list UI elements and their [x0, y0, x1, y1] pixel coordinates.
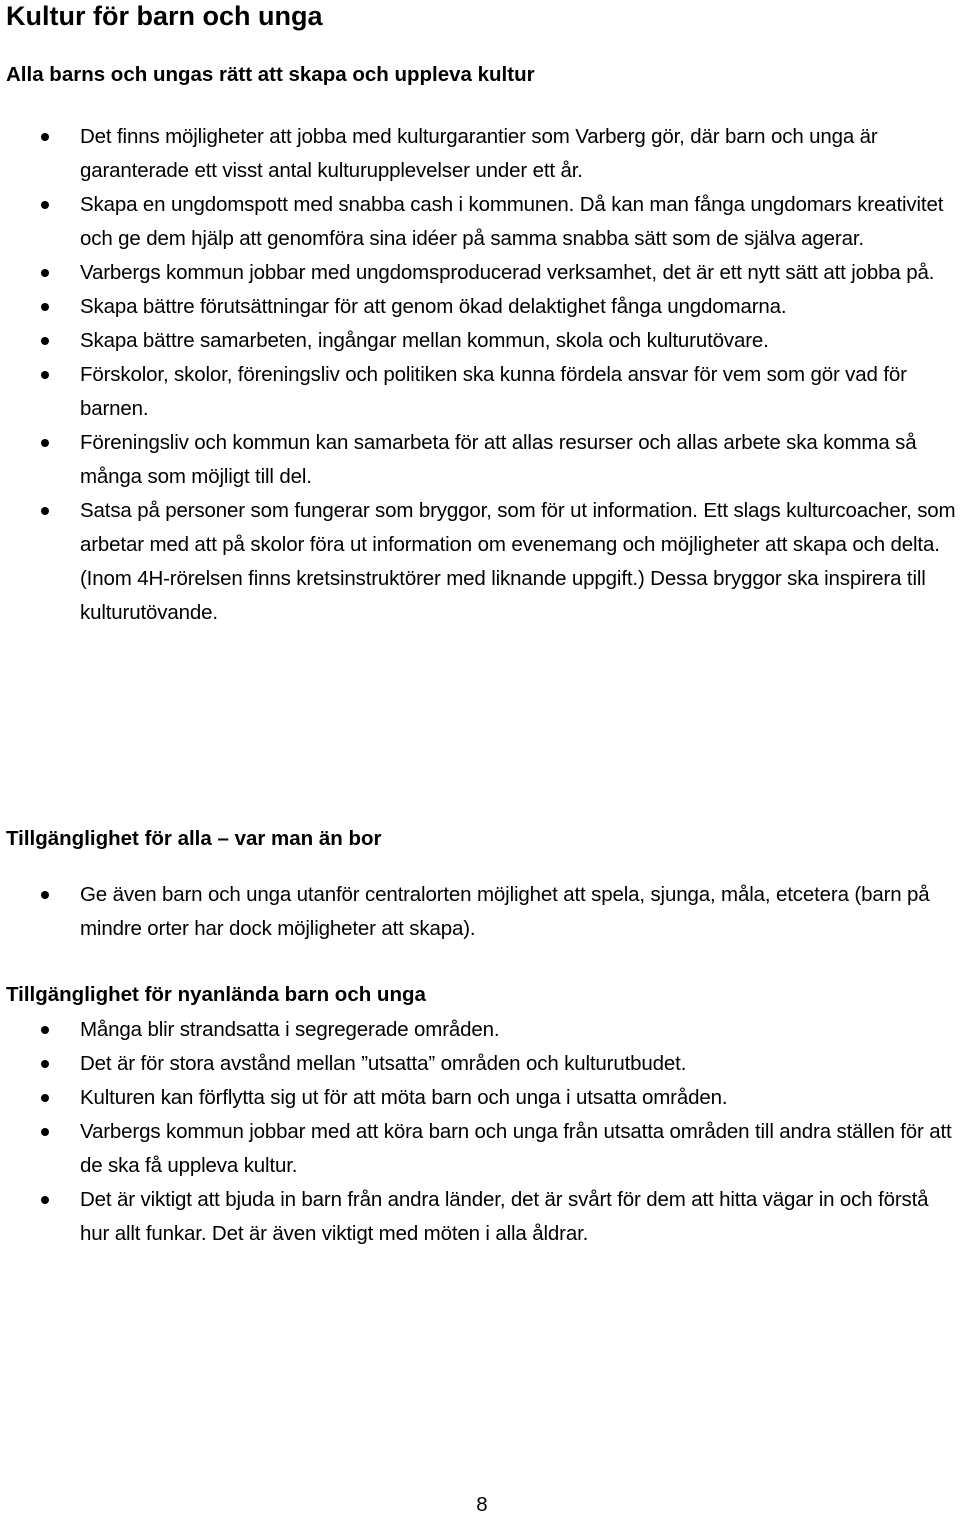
list-item-text: Föreningsliv och kommun kan samarbeta för att allas resurser och allas arbete ska komma så många som möjligt till del.	[80, 431, 917, 488]
bullet-list-accessibility	[0, 878, 960, 946]
list-item-text: Det finns möjligheter att jobba med kulturgarantier som Varberg gör, där barn och unga är garanterade ett visst antal kulturupplevelser under ett år.	[80, 125, 878, 182]
list-item	[0, 120, 960, 188]
bullet-icon	[41, 1196, 49, 1204]
list-item-text: Kulturen kan förflytta sig ut för att möta barn och unga i utsatta områden.	[80, 1086, 728, 1109]
list-item	[0, 324, 960, 358]
list-item	[0, 358, 960, 426]
bullet-list-newcomers	[0, 1013, 960, 1251]
bullet-icon	[41, 1026, 49, 1034]
list-item-text: Satsa på personer som fungerar som bryggor, som för ut information. Ett slags kulturcoacher, som arbetar med att på skolor föra ut information om evenemang och möjligheter att skapa och delta. (Inom 4H-rörelsen finns kretsinstruktörer med liknande uppgift.) Dessa bryggor ska inspirera till kulturutövande.	[80, 499, 956, 624]
list-item	[0, 1013, 960, 1047]
list-item	[0, 1115, 960, 1183]
list-item	[0, 426, 960, 494]
bullet-icon	[41, 1094, 49, 1102]
list-item	[0, 494, 960, 630]
bullet-icon	[41, 337, 49, 345]
list-item	[0, 290, 960, 324]
bullet-icon	[41, 269, 49, 277]
bullet-icon	[41, 1060, 49, 1068]
list-item-text: Ge även barn och unga utanför centralorten möjlighet att spela, sjunga, måla, etcetera (barn på mindre orter har dock möjligheter att skapa).	[80, 883, 930, 940]
section-heading-rights: Alla barns och ungas rätt att skapa och uppleva kultur	[6, 63, 535, 86]
bullet-icon	[41, 891, 49, 899]
section-heading-accessibility: Tillgänglighet för alla – var man än bor	[6, 827, 382, 850]
page-number: 8	[476, 1493, 488, 1516]
bullet-icon	[41, 507, 49, 515]
page-title: Kultur för barn och unga	[6, 1, 323, 31]
list-item-text: Det är för stora avstånd mellan ”utsatta” områden och kulturutbudet.	[80, 1052, 687, 1075]
list-item	[0, 1081, 960, 1115]
list-item-text: Det är viktigt att bjuda in barn från andra länder, det är svårt för dem att hitta vägar in och förstå hur allt funkar. Det är även viktigt med möten i alla åldrar.	[80, 1188, 929, 1245]
list-item-text: Förskolor, skolor, föreningsliv och politiken ska kunna fördela ansvar för vem som gör vad för barnen.	[80, 363, 907, 420]
list-item-text: Skapa en ungdomspott med snabba cash i kommunen. Då kan man fånga ungdomars kreativitet och ge dem hjälp att genomföra sina idéer på samma snabba sätt som de själva agerar.	[80, 193, 944, 250]
bullet-icon	[41, 133, 49, 141]
bullet-icon	[41, 439, 49, 447]
list-item	[0, 1183, 960, 1251]
bullet-list-rights	[0, 120, 960, 630]
bullet-icon	[41, 371, 49, 379]
list-item-text: Varbergs kommun jobbar med att köra barn och unga från utsatta områden till andra ställen för att de ska få uppleva kultur.	[80, 1120, 952, 1177]
list-item-text: Varbergs kommun jobbar med ungdomsproducerad verksamhet, det är ett nytt sätt att jobba på.	[80, 261, 935, 284]
bullet-icon	[41, 201, 49, 209]
list-item	[0, 878, 960, 946]
section-heading-newcomers: Tillgänglighet för nyanlända barn och unga	[6, 983, 426, 1006]
list-item	[0, 1047, 960, 1081]
list-item-text: Skapa bättre samarbeten, ingångar mellan kommun, skola och kulturutövare.	[80, 329, 769, 352]
bullet-icon	[41, 1128, 49, 1136]
list-item-text: Många blir strandsatta i segregerade områden.	[80, 1018, 500, 1041]
bullet-icon	[41, 303, 49, 311]
list-item	[0, 188, 960, 256]
list-item-text: Skapa bättre förutsättningar för att genom ökad delaktighet fånga ungdomarna.	[80, 295, 787, 318]
list-item	[0, 256, 960, 290]
